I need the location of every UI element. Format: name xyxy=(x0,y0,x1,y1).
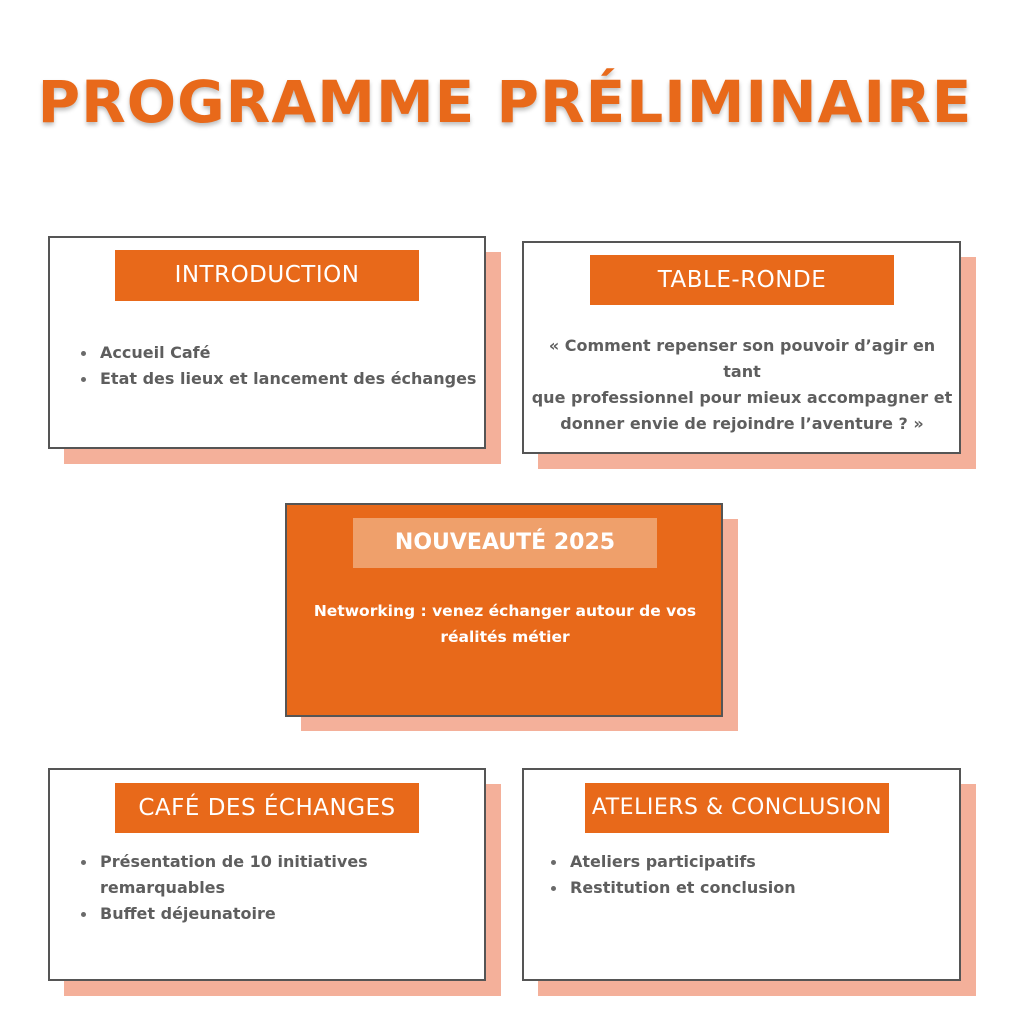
table-ronde-quote xyxy=(530,333,954,437)
quote-line: que professionnel pour mieux accompagner et xyxy=(531,388,953,407)
nouveaute-line: réalités métier xyxy=(440,628,570,646)
list-item: Buffet déjeunatoire xyxy=(78,901,378,927)
quote-line: « Comment repenser son pouvoir d’agir en tant xyxy=(548,336,936,381)
cafe-list xyxy=(78,849,378,927)
table-ronde-label: TABLE-RONDE xyxy=(590,255,894,305)
nouveaute-line: Networking : venez échanger autour de vos xyxy=(313,602,697,620)
list-item: Restitution et conclusion xyxy=(548,875,928,901)
list-item: Etat des lieux et lancement des échanges xyxy=(78,366,478,392)
cafe-label: CAFÉ DES ÉCHANGES xyxy=(115,783,419,833)
introduction-label: INTRODUCTION xyxy=(115,250,419,301)
page-title: PROGRAMME PRÉLIMINAIRE xyxy=(37,68,973,136)
introduction-list xyxy=(78,340,478,392)
nouveaute-label: NOUVEAUTÉ 2025 xyxy=(353,518,657,568)
quote-line: donner envie de rejoindre l’aventure ? » xyxy=(560,414,924,433)
list-item: Accueil Café xyxy=(78,340,478,366)
list-item: Présentation de 10 initiatives remarquables xyxy=(78,849,378,901)
list-item: Ateliers participatifs xyxy=(548,849,928,875)
nouveaute-text xyxy=(293,598,717,650)
ateliers-list xyxy=(548,849,928,901)
ateliers-label: ATELIERS & CONCLUSION xyxy=(585,783,889,833)
